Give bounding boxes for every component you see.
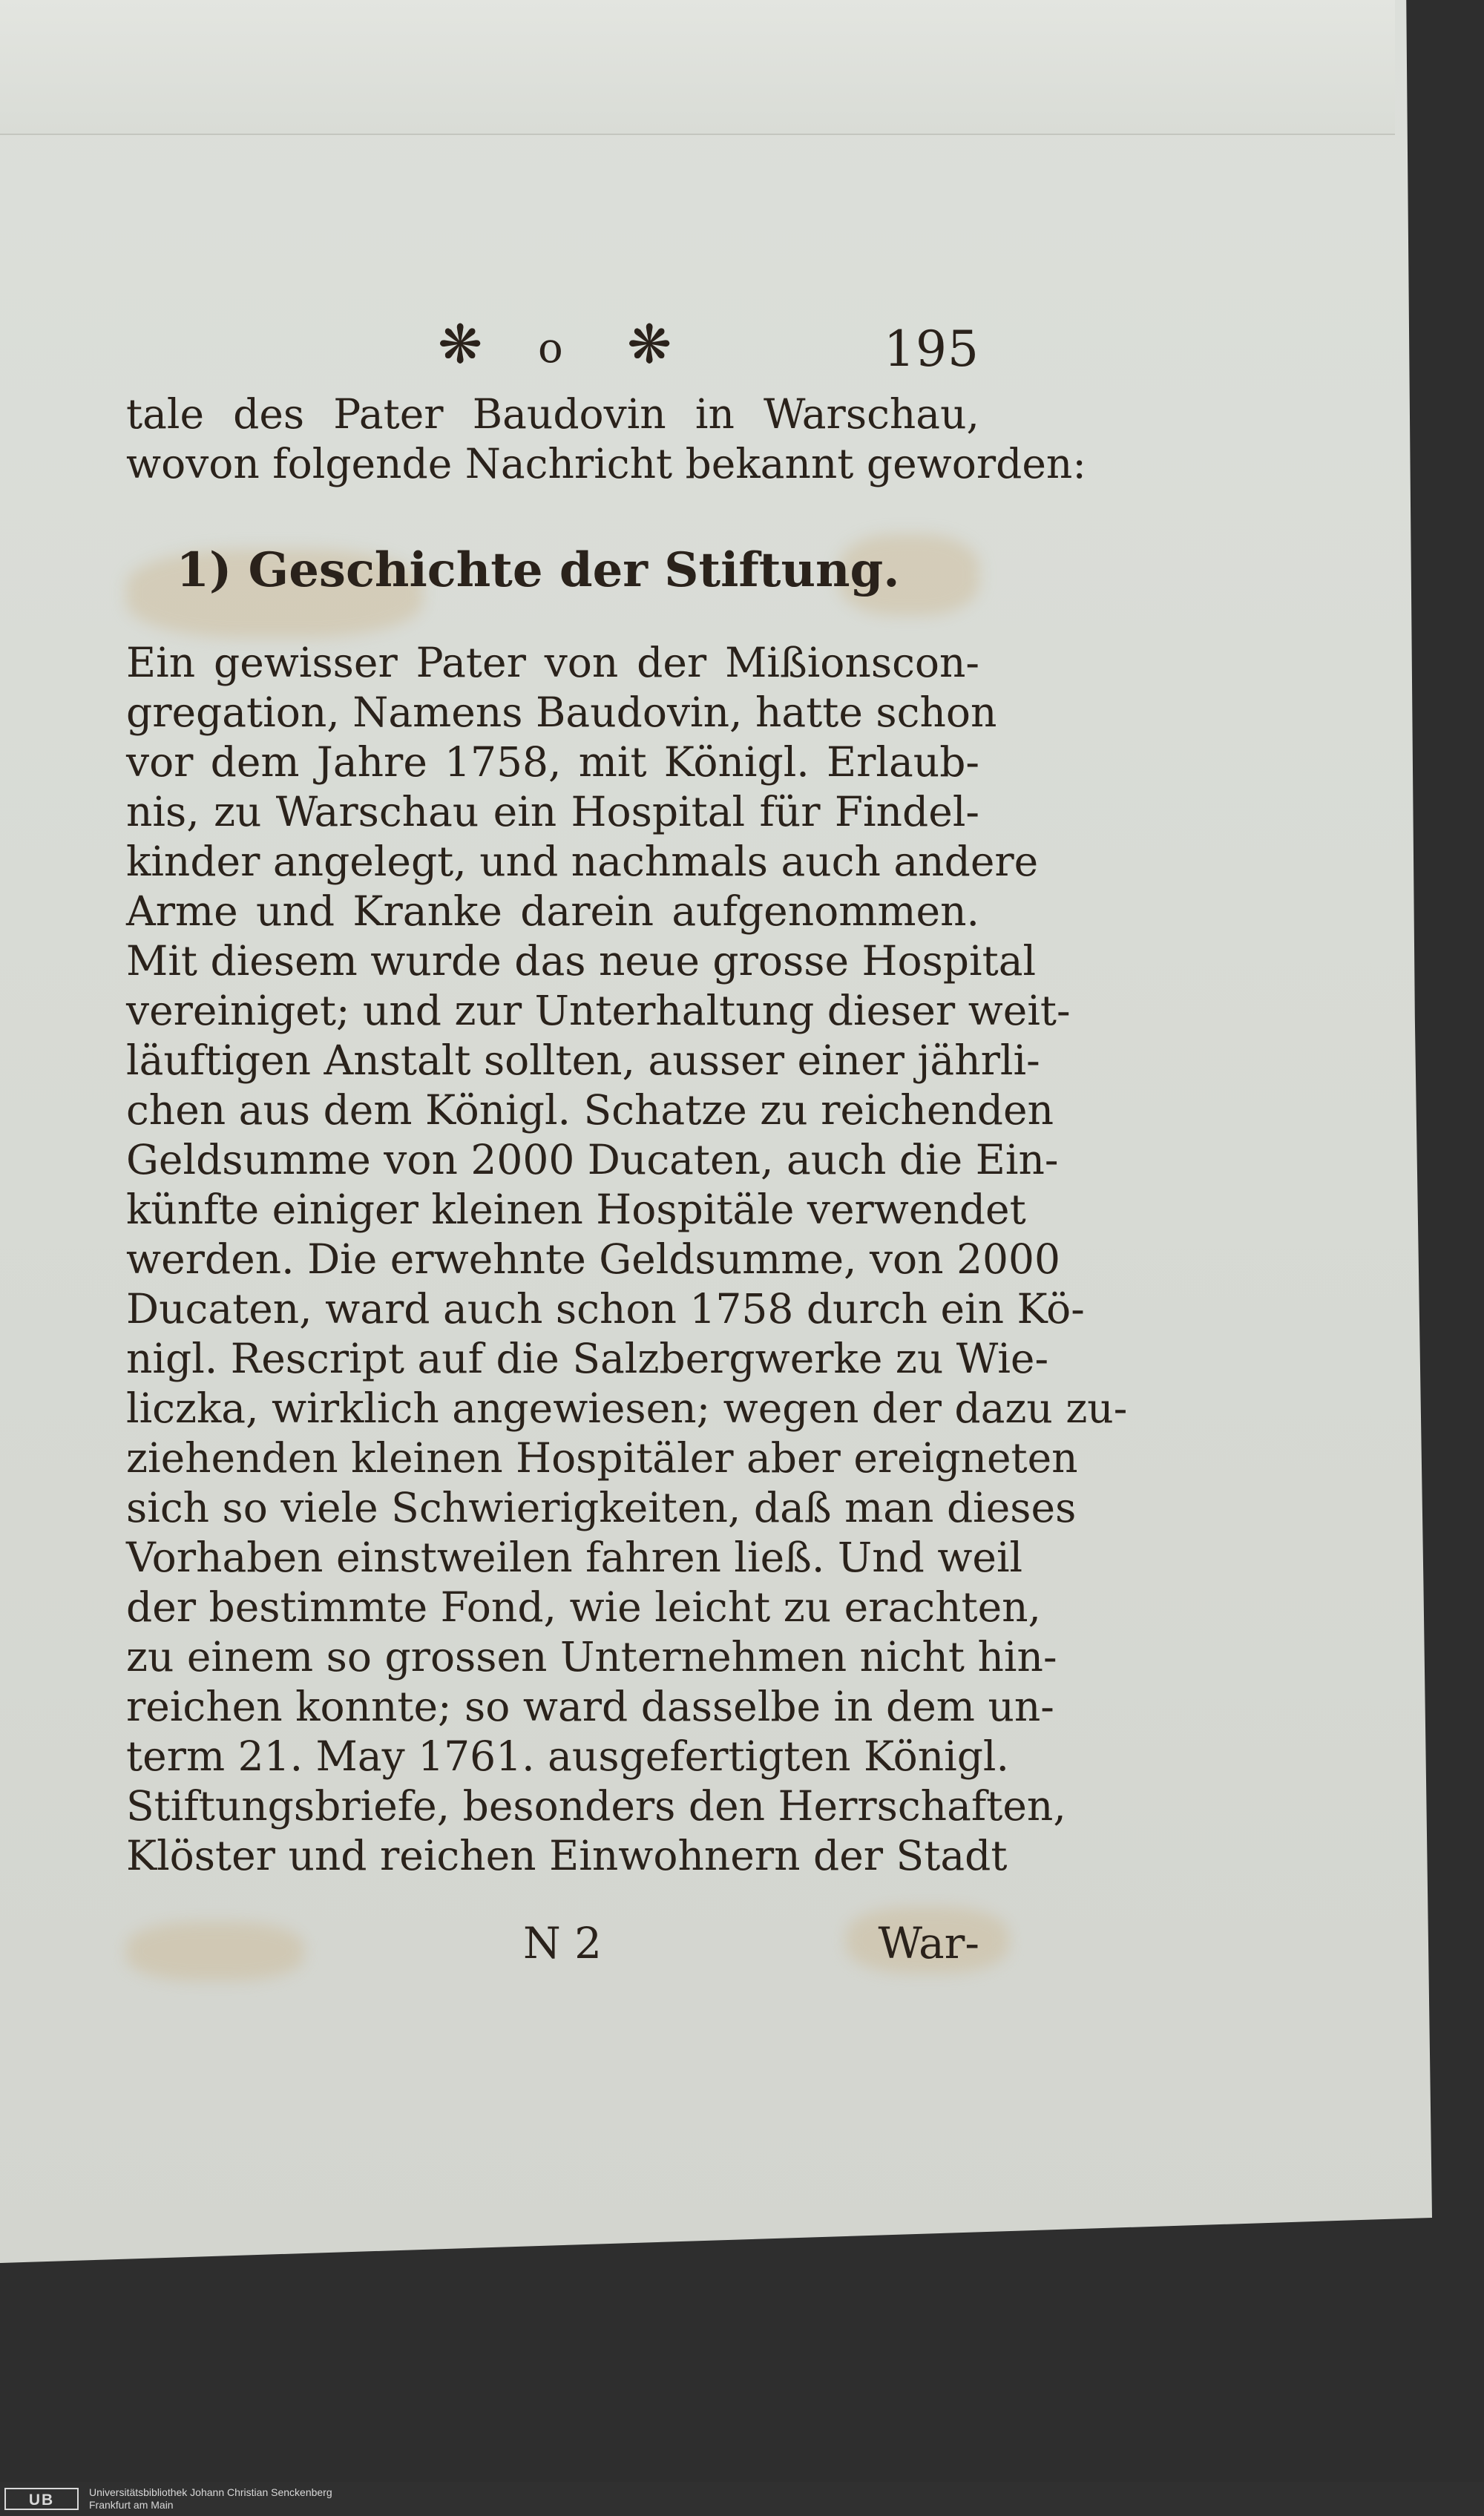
institution-name: Universitätsbibliothek Johann Christian Senckenberg [89, 2486, 332, 2498]
page-header [126, 312, 979, 386]
page-number: 195 [884, 321, 979, 378]
text-line: der bestimmte Fond, wie leicht zu erachten, [126, 1583, 1042, 1631]
text-line: werden. Die erwehnte Geldsumme, von 2000 [126, 1235, 1061, 1283]
catchword: War- [878, 1918, 979, 1968]
text-line: ziehenden kleinen Hospitäler aber ereigneten [126, 1434, 1078, 1482]
signature-mark: N 2 [523, 1918, 603, 1968]
text-line: liczka, wirklich angewiesen; wegen der dazu zu- [126, 1385, 1128, 1432]
text-line: Mit diesem wurde das neue grosse Hospital [126, 937, 1037, 985]
text-line: läuftigen Anstalt sollten, ausser einer jährli- [126, 1037, 1040, 1084]
text-line: Klöster und reichen Einwohnern der Stadt [126, 1832, 1008, 1879]
text-line: Stiftungsbriefe, besonders den Herrschaften, [126, 1782, 1066, 1830]
text-line: chen aus dem Königl. Schatze zu reichenden [126, 1086, 1054, 1134]
text-line: Arme und Kranke darein aufgenommen. [126, 887, 979, 935]
university-library-logo: UB [4, 2488, 79, 2510]
text-line: Ducaten, ward auch schon 1758 durch ein Kö- [126, 1285, 1085, 1333]
text-line: vereiniget; und zur Unterhaltung dieser weit- [126, 987, 1071, 1034]
text-line: vor dem Jahre 1758, mit Königl. Erlaub- [126, 738, 979, 786]
text-line: sich so viele Schwierigkeiten, daß man dieses [126, 1484, 1077, 1531]
text-line: kinder angelegt, und nachmals auch andere [126, 838, 1039, 885]
flower-ornament-icon: ❋ [438, 313, 483, 375]
library-footer-bar [0, 2482, 1484, 2516]
text-line: Geldsumme von 2000 Ducaten, auch die Ein- [126, 1136, 1059, 1183]
section-title: 1) Geschichte der Stiftung. [176, 542, 900, 598]
circle-ornament-icon: o [538, 324, 563, 372]
text-line: zu einem so grossen Unternehmen nicht hin- [126, 1633, 1057, 1681]
text-line: künfte einiger kleinen Hospitäle verwendet [126, 1186, 1026, 1233]
text-line: Ein gewisser Pater von der Mißionscon- [126, 639, 979, 686]
text-line: reichen konnte; so ward dasselbe in dem un- [126, 1683, 1054, 1730]
text-line: term 21. May 1761. ausgefertigten Königl. [126, 1732, 1009, 1780]
paper-top-fold [0, 0, 1395, 135]
library-institution [89, 2486, 332, 2512]
flower-ornament-icon: ❋ [627, 313, 672, 375]
page-footer [126, 1918, 979, 1977]
page-text-block [126, 390, 1128, 1881]
history-paragraph [126, 638, 1128, 1881]
intro-line: wovon folgende Nachricht bekannt geworden: [126, 440, 1086, 487]
text-line: Vorhaben einstweilen fahren ließ. Und weil [126, 1534, 1023, 1581]
intro-line: tale des Pater Baudovin in Warschau, [126, 390, 979, 438]
text-line: nis, zu Warschau ein Hospital für Findel- [126, 788, 979, 835]
text-line: nigl. Rescript auf die Salzbergwerke zu Wie- [126, 1335, 1049, 1382]
text-line: gregation, Namens Baudovin, hatte schon [126, 689, 997, 736]
institution-location: Frankfurt am Main [89, 2499, 174, 2511]
